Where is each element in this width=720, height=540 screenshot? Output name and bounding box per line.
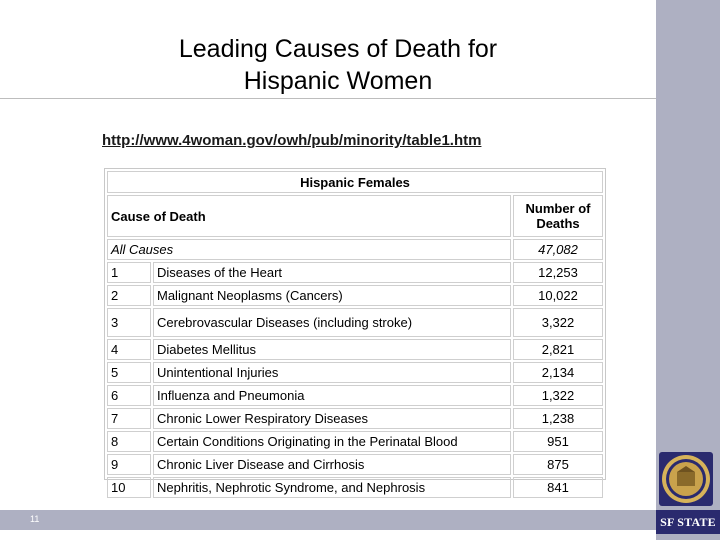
page-number: 11	[30, 514, 40, 524]
university-seal-icon	[659, 452, 713, 506]
deaths-cell: 1,238	[513, 408, 603, 429]
table-row	[107, 385, 603, 406]
table-row	[107, 308, 603, 337]
all-causes-label: All Causes	[107, 239, 511, 260]
table-row	[107, 408, 603, 429]
rank-cell: 6	[107, 385, 151, 406]
causes-table	[104, 168, 606, 495]
rank-cell: 1	[107, 262, 151, 283]
rank-cell: 2	[107, 285, 151, 306]
table-row	[107, 262, 603, 283]
source-link[interactable]: http://www.4woman.gov/owh/pub/minority/table1.htm	[102, 132, 482, 149]
cause-cell: Diabetes Mellitus	[153, 339, 511, 360]
deaths-cell: 951	[513, 431, 603, 452]
deaths-cell: 1,322	[513, 385, 603, 406]
header-cause: Cause of Death	[107, 195, 511, 237]
cause-cell: Chronic Lower Respiratory Diseases	[153, 408, 511, 429]
rank-cell: 8	[107, 431, 151, 452]
table-header-row	[107, 195, 603, 237]
table-row	[107, 431, 603, 452]
rank-cell: 10	[107, 477, 151, 498]
rank-cell: 9	[107, 454, 151, 475]
cause-cell: Nephritis, Nephrotic Syndrome, and Nephrosis	[153, 477, 511, 498]
rank-cell: 5	[107, 362, 151, 383]
table-row	[107, 285, 603, 306]
cause-cell: Certain Conditions Originating in the Perinatal Blood	[153, 431, 511, 452]
all-causes-value: 47,082	[513, 239, 603, 260]
cause-cell: Chronic Liver Disease and Cirrhosis	[153, 454, 511, 475]
deaths-cell: 875	[513, 454, 603, 475]
cause-cell: Diseases of the Heart	[153, 262, 511, 283]
slide-title	[0, 33, 676, 97]
title-divider	[0, 98, 656, 99]
cause-cell: Influenza and Pneumonia	[153, 385, 511, 406]
rank-cell: 4	[107, 339, 151, 360]
footer-bar	[0, 510, 656, 530]
rank-cell: 7	[107, 408, 151, 429]
deaths-cell: 2,134	[513, 362, 603, 383]
header-number: Number of Deaths	[513, 195, 603, 237]
table-caption: Hispanic Females	[107, 171, 603, 193]
table-caption-row	[107, 171, 603, 193]
cause-cell: Malignant Neoplasms (Cancers)	[153, 285, 511, 306]
table-row	[107, 339, 603, 360]
rank-cell: 3	[107, 308, 151, 337]
sf-state-logo: SF STATE	[656, 510, 720, 534]
deaths-cell: 10,022	[513, 285, 603, 306]
title-line-2: Hispanic Women	[243, 67, 433, 95]
table-row	[107, 362, 603, 383]
cause-cell: Unintentional Injuries	[153, 362, 511, 383]
title-line-1: Leading Causes of Death for	[178, 35, 498, 63]
cause-cell: Cerebrovascular Diseases (including stroke)	[153, 308, 511, 337]
deaths-cell: 12,253	[513, 262, 603, 283]
deaths-cell: 2,821	[513, 339, 603, 360]
all-causes-row	[107, 239, 603, 260]
table-row	[107, 454, 603, 475]
deaths-cell: 841	[513, 477, 603, 498]
table-row	[107, 477, 603, 498]
deaths-cell: 3,322	[513, 308, 603, 337]
